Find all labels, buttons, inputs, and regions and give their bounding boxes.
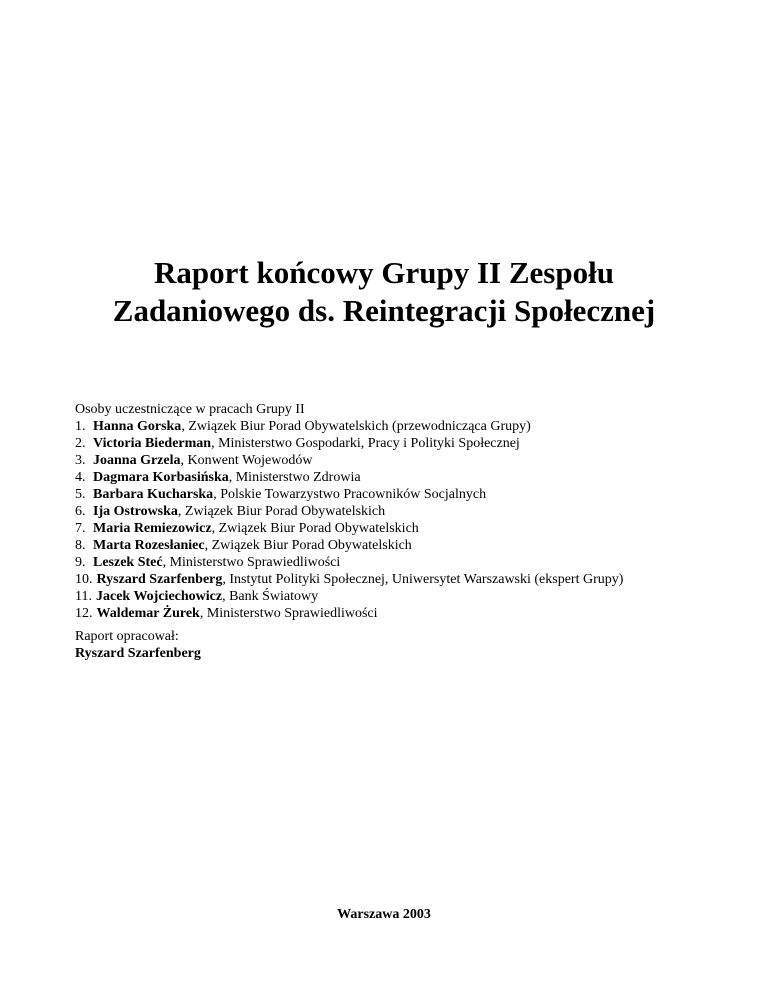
participant-name: Ryszard Szarfenberg: [96, 572, 223, 587]
participant-item: [75, 571, 755, 588]
author-block: [75, 628, 201, 662]
participant-affiliation: , Instytut Polityki Społecznej, Uniwersytet Warszawski (ekspert Grupy): [222, 572, 624, 587]
author-name: Ryszard Szarfenberg: [75, 646, 201, 661]
participant-item: [75, 469, 755, 486]
participant-affiliation: , Bank Światowy: [222, 589, 319, 604]
participant-name: Joanna Grzela: [93, 453, 181, 468]
participant-affiliation: , Konwent Wojewodów: [180, 453, 313, 468]
participant-affiliation: , Związek Biur Porad Obywatelskich: [211, 521, 419, 536]
participant-name: Barbara Kucharska: [93, 487, 214, 502]
author-label: Raport opracował:: [75, 629, 179, 644]
participant-name: Hanna Gorska: [93, 419, 182, 434]
participants-list: [75, 401, 755, 622]
participant-affiliation: , Ministerstwo Sprawiedliwości: [199, 606, 378, 621]
participant-affiliation: , Ministerstwo Gospodarki, Pracy i Polityki Społecznej: [211, 436, 520, 451]
participant-item: [75, 435, 755, 452]
participant-number: 12.: [75, 606, 93, 621]
participant-number: 5.: [75, 487, 86, 502]
participant-item: [75, 554, 755, 571]
participant-number: 1.: [75, 419, 86, 434]
participant-item: [75, 537, 755, 554]
participant-item: [75, 452, 755, 469]
participant-affiliation: , Polskie Towarzystwo Pracowników Socjalnych: [213, 487, 487, 502]
title-line-2: Zadaniowego ds. Reintegracji Społecznej: [112, 293, 656, 328]
document-title: [0, 254, 768, 330]
participant-item: [75, 588, 755, 605]
participant-number: 6.: [75, 504, 86, 519]
participant-affiliation: , Ministerstwo Sprawiedliwości: [162, 555, 341, 570]
participant-item: [75, 520, 755, 537]
participant-name: Dagmara Korbasińska: [93, 470, 229, 485]
participant-number: 7.: [75, 521, 86, 536]
participant-name: Jacek Wojciechowicz: [95, 589, 223, 604]
participant-number: 4.: [75, 470, 86, 485]
participant-number: 9.: [75, 555, 86, 570]
participant-affiliation: , Związek Biur Porad Obywatelskich (przewodnicząca Grupy): [181, 419, 531, 434]
participant-name: Ija Ostrowska: [93, 504, 178, 519]
participant-name: Marta Rozesłaniec: [93, 538, 205, 553]
participant-affiliation: , Ministerstwo Zdrowia: [228, 470, 361, 485]
participant-item: [75, 503, 755, 520]
participant-item: [75, 486, 755, 503]
participant-name: Maria Remiezowicz: [93, 521, 212, 536]
participant-number: 2.: [75, 436, 86, 451]
participants-heading: Osoby uczestniczące w pracach Grupy II: [75, 402, 305, 417]
title-line-1: Raport końcowy Grupy II Zespołu: [154, 255, 614, 290]
participant-item: [75, 605, 755, 622]
participant-name: Victoria Biederman: [93, 436, 212, 451]
participant-number: 10.: [75, 572, 93, 587]
participant-number: 8.: [75, 538, 86, 553]
place-date: Warszawa 2003: [337, 907, 431, 922]
participant-name: Waldemar Żurek: [96, 606, 200, 621]
participant-affiliation: , Związek Biur Porad Obywatelskich: [177, 504, 386, 519]
participant-item: [75, 418, 755, 435]
participant-number: 3.: [75, 453, 86, 468]
participant-number: 11.: [75, 589, 92, 604]
participant-affiliation: , Związek Biur Porad Obywatelskich: [204, 538, 412, 553]
participant-name: Leszek Steć: [93, 555, 163, 570]
